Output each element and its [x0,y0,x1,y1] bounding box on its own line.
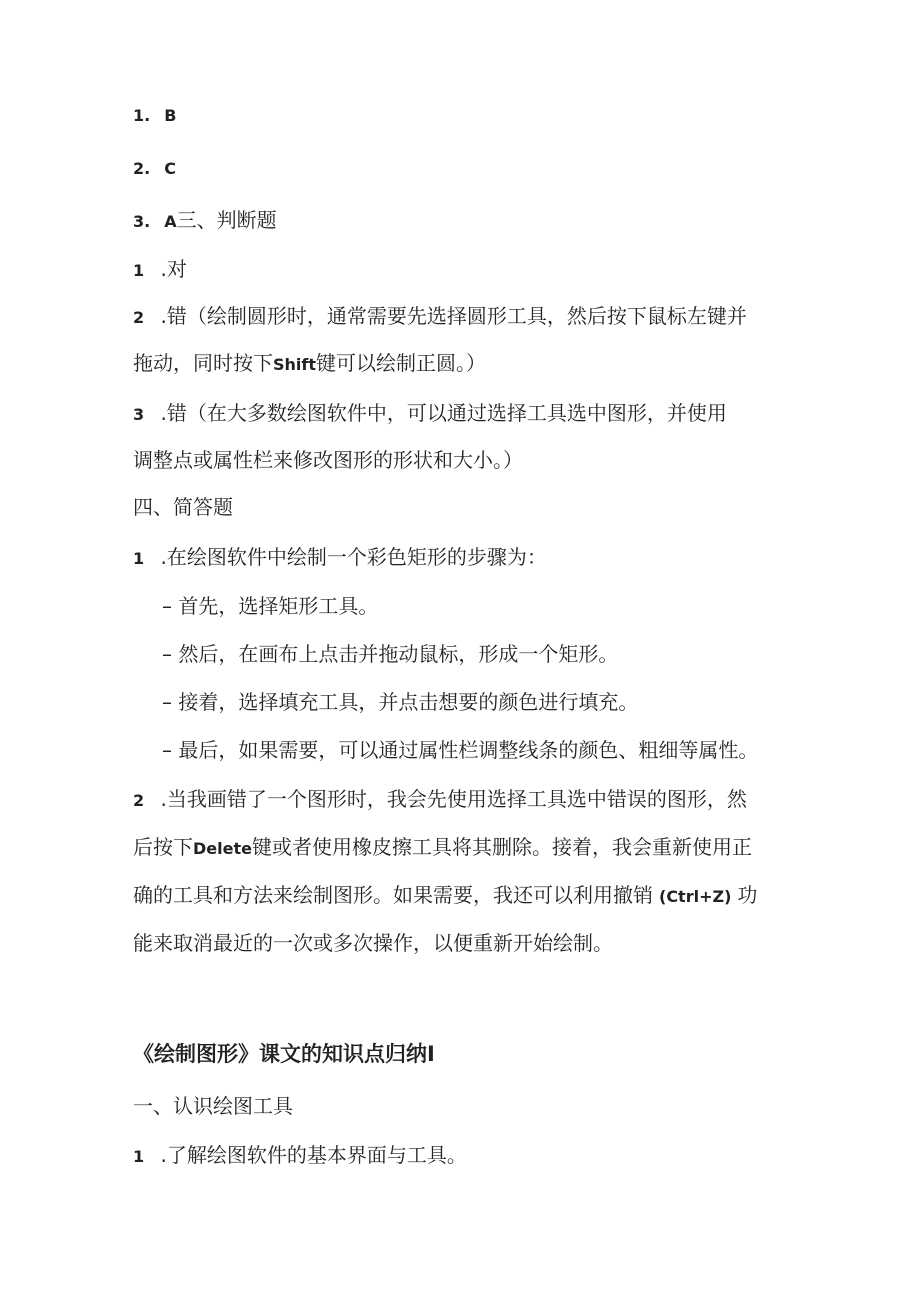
answer-3 [133,207,277,235]
short-heading: 四、简答题 [133,495,233,519]
item-text: .了解绘图软件的基本界面与工具。 [160,1143,467,1167]
answer-1 [133,101,176,129]
item-text: 后按下 [133,835,193,859]
item-text: .在绘图软件中绘制一个彩色矩形的步骤为： [160,545,547,569]
step-3: – 接着，选择填充工具，并点击想要的颜色进行填充。 [162,690,639,714]
answer-number: 3. [133,212,151,231]
answer-letter: B [164,106,177,125]
item-text: 键或者使用橡皮擦工具将其删除。接着，我会重新使用正 [251,835,752,859]
answer-number: 1. [133,106,151,125]
summary-title: 《绘制图形》课文的知识点归纳I [133,1042,435,1066]
item-text: 功 [737,883,758,907]
short-q2-line-4 [133,930,613,956]
judge-item-3-line-1 [133,400,727,428]
judge-item-2-line-1 [133,303,747,331]
item-text: 键可以绘制正圆。） [316,351,487,375]
item-text: 调整点或属性栏来修改图形的形状和大小。） [133,448,523,472]
short-q1 [133,544,547,572]
item-text: 能来取消最近的一次或多次操作，以便重新开始绘制。 [133,931,613,955]
judge-heading: 三、判断题 [176,208,277,232]
item-number: 2 [133,791,145,810]
item-number: 1 [133,1147,145,1166]
item-text: .当我画错了一个图形时，我会先使用选择工具选中错误的图形，然 [160,787,747,811]
section-1-item-1 [133,1142,467,1170]
item-number: 1 [133,549,145,568]
undo-shortcut-label: (Ctrl+Z) [659,887,732,906]
item-number: 2 [133,308,145,327]
short-q2-line-3 [133,882,757,910]
item-text: 拖动，同时按下 [133,351,273,375]
item-text: .错（在大多数绘图软件中，可以通过选择工具选中图形，并使用 [160,401,727,425]
step-1: – 首先，选择矩形工具。 [162,594,379,618]
step-2: – 然后，在画布上点击并拖动鼠标，形成一个矩形。 [162,642,619,666]
item-text: 确的工具和方法来绘制图形。如果需要，我还可以利用撤销 [133,883,653,907]
judge-item-1 [133,256,187,284]
answer-letter: C [164,159,176,178]
step-4: – 最后，如果需要，可以通过属性栏调整线条的颜色、粗细等属性。 [162,738,759,762]
answer-2 [133,154,176,182]
item-text: .错（绘制圆形时，通常需要先选择圆形工具，然后按下鼠标左键并 [160,304,747,328]
shift-key-label: Shift [273,355,317,374]
answer-letter: A [164,212,177,231]
item-number: 3 [133,405,145,424]
short-q2-line-2 [133,834,752,862]
judge-item-2-line-2 [133,350,486,378]
short-q2-line-1 [133,786,747,814]
item-number: 1 [133,261,145,280]
delete-key-label: Delete [193,839,252,858]
item-text: .对 [160,257,187,281]
judge-item-3-line-2 [133,447,523,473]
answer-number: 2. [133,159,151,178]
section-1-heading: 一、认识绘图工具 [133,1094,293,1118]
